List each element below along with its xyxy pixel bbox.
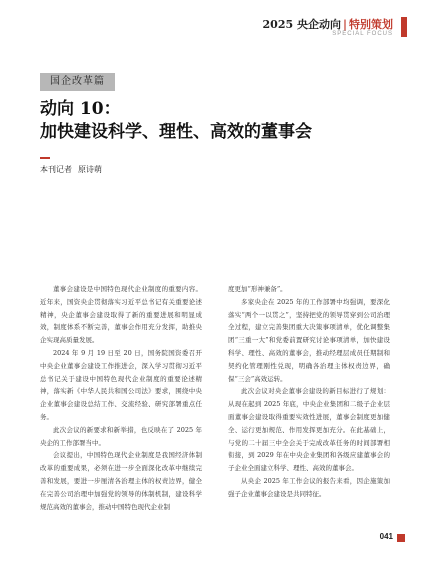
- body-column-right: [228, 283, 390, 501]
- section-tag: 国企改革篇: [40, 73, 115, 91]
- paragraph: 2024 年 9 月 19 日至 20 日，国务院国资委召开中央企业董事会建设工作推进会，深入学习贯彻习近平总书记关于建设中国特色现代企业制度的重要论述精神，落实新《中华人民共和国公司法》要求，围绕中央企业董事会建设总结工作、交流经验、研究部署重点任务。: [40, 348, 202, 421]
- paragraph: 从央企 2025 年工作会议的报告来看，因企施策加强子企业董事会建设是共同特征。: [228, 476, 390, 498]
- page-number-mark: [397, 534, 405, 542]
- paragraph: 多家央企在 2025 年的工作部署中均强调，要深化落实“两个一以贯之”，坚持把党的领导贯穿到公司治理全过程，建立完善集团重大决策事项清单，优化调整集团“三重一大”和党委前置研究讨论事项清单，加快建设科学、理性、高效的董事会，推动经理层成员任期制和契约化管理刚性兑现，明确各治理主体权责边界，确保“三会”高效运转。: [228, 297, 390, 383]
- title-line-2: 加快建设科学、理性、高效的董事会: [40, 122, 312, 142]
- header-title: [263, 16, 393, 32]
- article-title: [40, 98, 400, 144]
- paragraph: 此次会议对央企董事会建设的新目标进行了规划：从现在起到 2025 年底，中央企业集团和二级子企业层面董事会建设取得重要实效性进展，董事会制度更加健全、运行更加规范、作用发挥更加充分。在此基础上，与党的二十届三中全会关于完成改革任务的时间部署相衔接，到 2029 年在中央企业集团和各级应建董事会的子企业全面建立科学、理性、高效的董事会。: [228, 387, 390, 473]
- header-column-name: 特别策划: [349, 18, 393, 31]
- byline: [40, 164, 102, 175]
- header-subtitle: SPECIAL FOCUS: [332, 31, 393, 37]
- header-accent-bar: [401, 17, 407, 37]
- paragraph: 董事会建设是中国特色现代企业制度的重要内容。近年来，国资央企贯彻落实习近平总书记有关重要论述精神，央企董事会建设取得了新的重要进展和明显成效，制度体系不断完善，董事会作用充分发挥，助推央企实现高质量发展。: [40, 285, 202, 345]
- header-section: 2025 央企动向: [262, 18, 341, 31]
- body-column-left: [40, 283, 202, 513]
- byline-author: 原诗萌: [78, 165, 102, 174]
- byline-role: 本刊记者: [40, 165, 72, 174]
- magazine-header: [207, 16, 407, 46]
- title-line-1: 动向 10：: [40, 99, 121, 119]
- paragraph: 会议提出，中国特色现代企业制度是我国经济体制改革的重要成果，必须在进一步全面深化改革中继续完善和发展，要进一步厘清各治理主体的权责边界，健全在完善公司治理中加强党的领导的体制机制，建设科学规范高效的董事会，推动中国特色现代企业制: [40, 451, 202, 511]
- page-number: 041: [379, 532, 393, 541]
- paragraph: 度更加“形神兼备”。: [228, 285, 287, 293]
- header-separator: |: [342, 18, 347, 31]
- title-accent-rule: [40, 157, 50, 159]
- paragraph: 此次会议的新要求和新举措，也反映在了 2025 年央企的工作部署当中。: [40, 425, 202, 447]
